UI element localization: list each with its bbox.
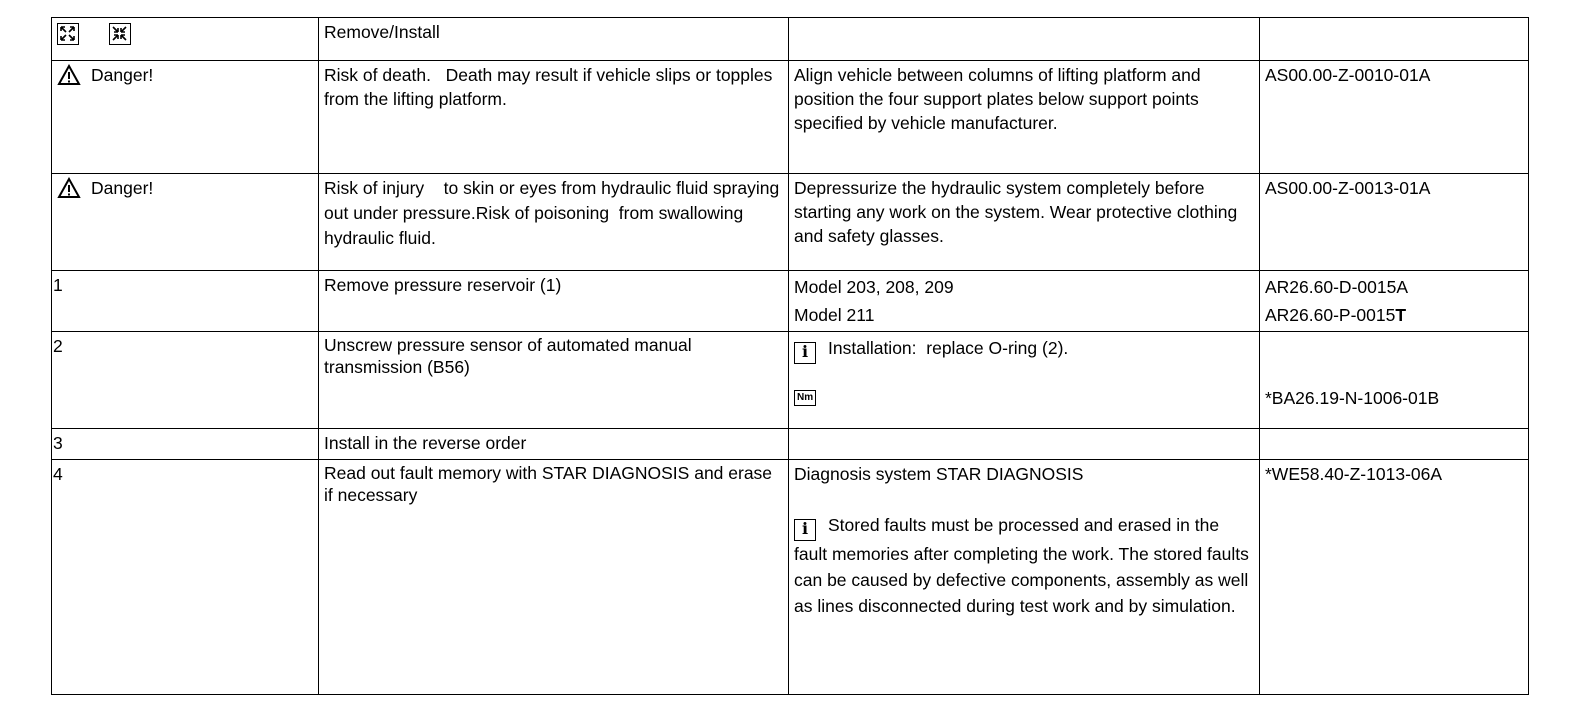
danger-label: Danger! (91, 178, 154, 198)
step-number: 1 (52, 271, 319, 332)
danger-label-cell (52, 61, 319, 174)
info-text: Stored faults must be processed and erased in the fault memories after completing the work. The stored faults can be caused by defective components, assembly as well as lines disconnected during test work and by simulation. (794, 515, 1249, 616)
table-row (52, 271, 1529, 332)
header-icons-cell (52, 18, 319, 61)
notes-cell: Align vehicle between columns of lifting platform and position the four support plates below support points specified by vehicle manufacturer. (789, 61, 1260, 174)
diagnosis-title: Diagnosis system STAR DIAGNOSIS (794, 464, 1084, 484)
empty-cell (1260, 429, 1529, 460)
notes-cell (789, 271, 1260, 332)
info-icon[interactable]: i (794, 342, 816, 364)
danger-label-cell (52, 174, 319, 271)
reference-link[interactable]: AS00.00-Z-0010-01A (1260, 61, 1529, 174)
table-row (52, 429, 1529, 460)
reference-cell (1260, 271, 1529, 332)
expand-arrows-icon (57, 23, 79, 45)
description-cell: Risk of death. Death may result if vehicle slips or topples from the lifting platform. (319, 61, 789, 174)
warning-triangle-icon (57, 177, 81, 199)
reference-link[interactable]: AR26.60-D-0015A (1265, 277, 1408, 297)
notes-cell (789, 460, 1260, 695)
step-number: 3 (52, 429, 319, 460)
model-note: Model 211 (794, 305, 875, 325)
description-cell: Risk of injury to skin or eyes from hydraulic fluid spraying out under pressure.Risk of poisoning from swallowing hydraulic fluid. (319, 174, 789, 271)
table-row (52, 61, 1529, 174)
warning-triangle-icon (57, 64, 81, 86)
empty-cell (789, 18, 1260, 61)
empty-cell (789, 429, 1260, 460)
table-row (52, 460, 1529, 695)
notes-cell: i Installation: replace O-ring (2). Nm (789, 332, 1260, 429)
info-icon[interactable]: i (794, 519, 816, 541)
reference-link[interactable]: *WE58.40-Z-1013-06A (1260, 460, 1529, 695)
step-number: 4 (52, 460, 319, 695)
torque-icon[interactable]: Nm (794, 390, 816, 406)
table-row (52, 174, 1529, 271)
table-row (52, 332, 1529, 429)
collapse-arrows-icon (109, 23, 131, 45)
empty-cell (1260, 18, 1529, 61)
description-cell: Install in the reverse order (319, 429, 789, 460)
table-row (52, 18, 1529, 61)
description-cell: Remove pressure reservoir (1) (319, 271, 789, 332)
step-number: 2 (52, 332, 319, 429)
procedure-table (51, 17, 1529, 695)
notes-cell: Depressurize the hydraulic system completely before starting any work on the system. Wear protective clothing and safety glasses. (789, 174, 1260, 271)
model-note: Model 203, 208, 209 (794, 277, 954, 297)
reference-link[interactable]: AS00.00-Z-0013-01A (1260, 174, 1529, 271)
reference-link[interactable]: *BA26.19-N-1006-01B (1265, 388, 1440, 408)
description-cell: Read out fault memory with STAR DIAGNOSIS and erase if necessary (319, 460, 789, 695)
danger-label: Danger! (91, 65, 154, 85)
reference-cell (1260, 332, 1529, 429)
description-cell: Unscrew pressure sensor of automated manual transmission (B56) (319, 332, 789, 429)
reference-link[interactable]: AR26.60-P-0015T (1265, 305, 1407, 325)
header-title: Remove/Install (319, 18, 789, 61)
